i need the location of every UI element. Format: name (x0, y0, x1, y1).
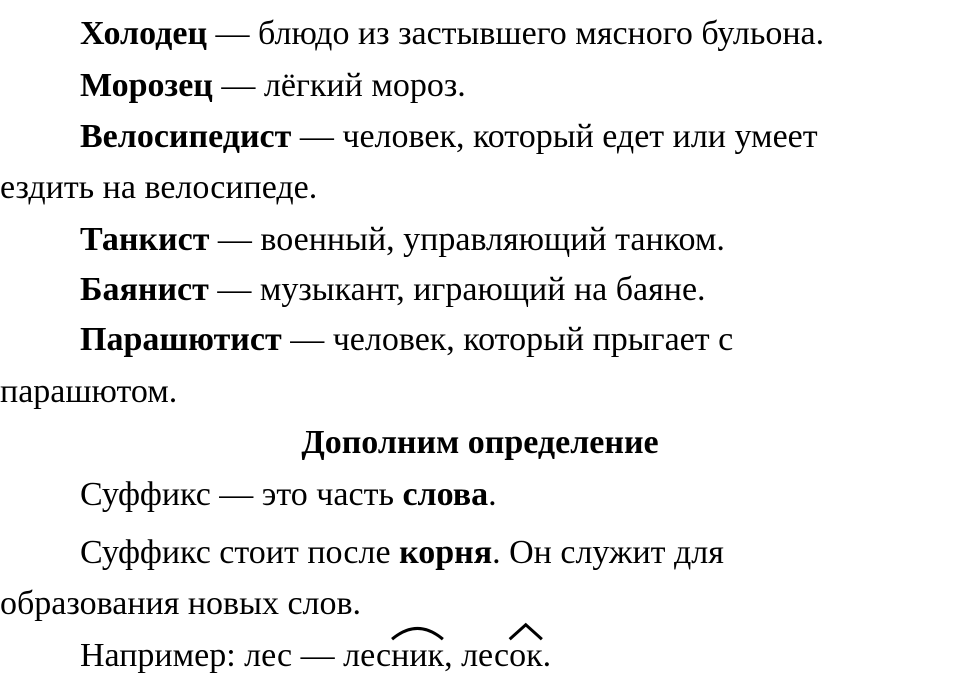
paragraph-suffix-definition (80, 478, 497, 512)
dash: — (299, 118, 334, 155)
term: Танкист (80, 221, 210, 258)
root: лес (461, 637, 510, 674)
text: . (488, 476, 497, 513)
dash: — (217, 271, 252, 308)
section-heading: Дополним определение (301, 424, 659, 461)
suffix-mark-icon (391, 623, 444, 641)
dash: — (215, 15, 250, 52)
term: Баянист (80, 271, 209, 308)
definition: человек, который прыгает с (332, 321, 734, 358)
text: . Он служит для (492, 534, 724, 571)
entry-tankist (80, 223, 725, 257)
suffix: ок (509, 639, 543, 673)
definition: лёгкий мороз. (263, 67, 466, 104)
entry-morozets (80, 69, 466, 103)
word-lesnik (343, 637, 444, 674)
entry-velosipedist (80, 120, 818, 154)
dash: — (221, 67, 256, 104)
definition: музыкант, играющий на баяне. (259, 271, 706, 308)
dash: — (290, 321, 325, 358)
term: Велосипедист (80, 118, 292, 155)
bold-word: корня (399, 534, 493, 571)
entry-velosipedist-continuation: ездить на велосипеде. (0, 169, 318, 206)
entry-parashyutist (80, 323, 733, 357)
example-prefix: Например: лес — (80, 637, 344, 674)
term: Парашютист (80, 321, 282, 358)
definition: военный, управляющий танком. (260, 221, 725, 258)
term: Холодец (80, 15, 208, 52)
bold-word: слова (402, 476, 489, 513)
text: Суффикс — это часть (80, 476, 403, 513)
end-punctuation: . (542, 637, 552, 674)
term: Морозец (80, 67, 213, 104)
entry-parashyutist-continuation: парашютом. (0, 373, 178, 410)
entry-bayanist (80, 273, 706, 307)
example-line (80, 639, 551, 673)
paragraph-suffix-role-continuation: образования новых слов. (0, 585, 362, 622)
separator: , (444, 637, 462, 674)
word-lesok (461, 637, 543, 674)
suffix-mark-icon (509, 623, 543, 641)
entry-kholodets (80, 17, 824, 51)
suffix: ник (391, 639, 444, 673)
paragraph-suffix-role (80, 536, 724, 570)
dash: — (217, 221, 252, 258)
root: лес (343, 637, 392, 674)
text: Суффикс стоит после (80, 534, 400, 571)
definition: человек, который едет или умеет (342, 118, 818, 155)
definition: блюдо из застывшего мясного бульона. (258, 15, 825, 52)
